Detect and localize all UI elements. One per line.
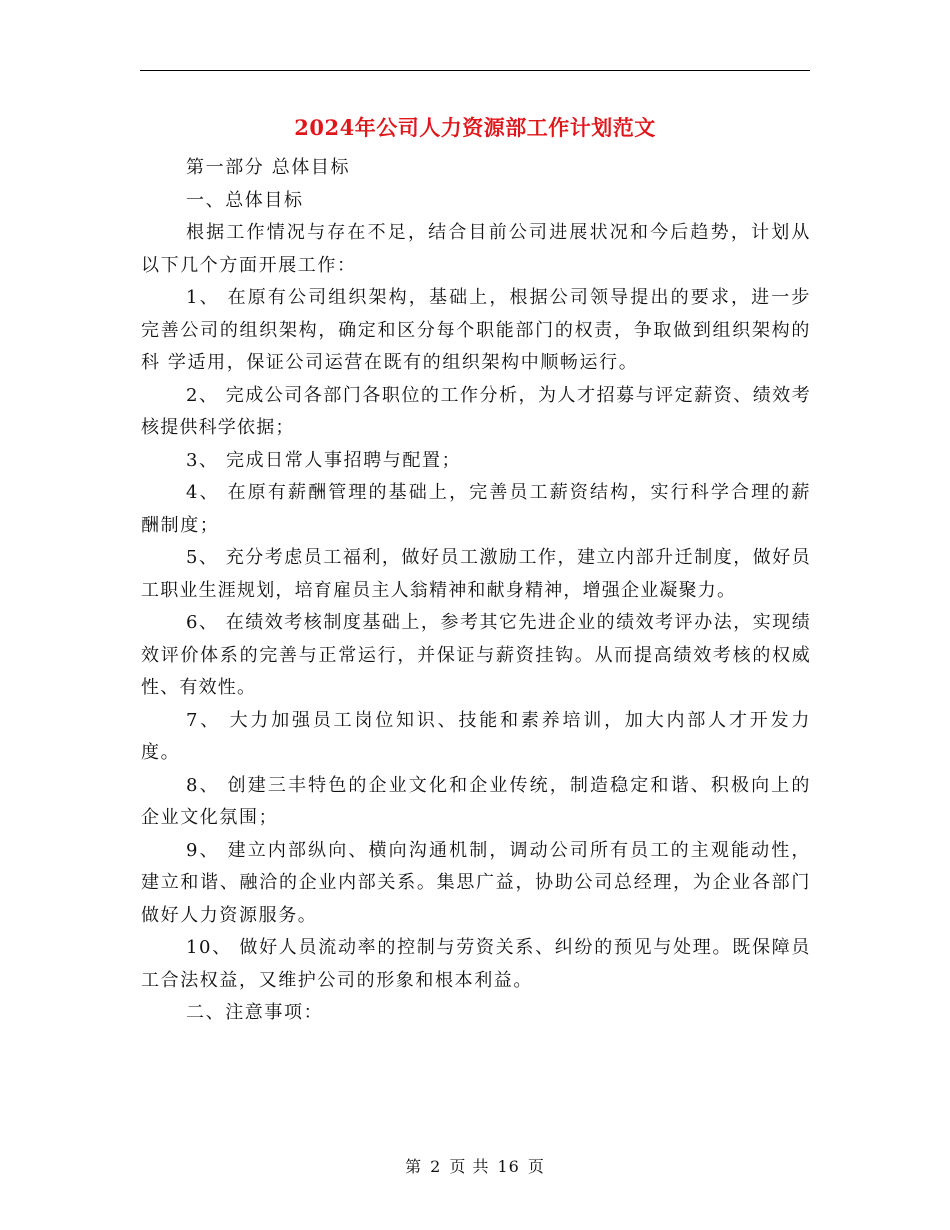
document-body: [141, 152, 811, 1030]
header-rule: [140, 70, 810, 71]
list-item-3: 3、 完成日常人事招聘与配置；: [186, 449, 462, 471]
document-title: 2024年公司人力资源部工作计划范文: [294, 115, 656, 140]
subsection-heading-notes: 二、注意事项：: [186, 1002, 324, 1023]
list-item-10: 10、 做好人员流动率的控制与劳资关系、纠纷的预见与处理。既保障员工合法权益，又维护公司的形象和根本利益。: [141, 937, 811, 991]
list-item-6: 6、 在绩效考核制度基础上，参考其它先进企业的绩效考评办法，实现绩效评价体系的完善与正常运行，并保证与薪资挂钩。从而提高绩效考核的权威性、有效性。: [141, 612, 811, 698]
subsection-heading-overall-goal: 一、总体目标: [186, 189, 304, 211]
section-heading-part-one: 第一部分 总体目标: [186, 157, 351, 178]
page-label-suffix: 页: [527, 1157, 545, 1176]
current-page-number: 2: [430, 1157, 442, 1176]
list-item-2: 2、 完成公司各部门各职位的工作分析，为人才招募与评定薪资、绩效考核提供科学依据；: [141, 384, 811, 438]
list-item-7: 7、 大力加强员工岗位知识、技能和素养培训，加大内部人才开发力度。: [141, 709, 811, 763]
list-item-4: 4、 在原有薪酬管理的基础上，完善员工薪资结构，实行科学合理的薪酬制度；: [141, 482, 811, 536]
page-label-prefix: 第: [405, 1157, 423, 1176]
list-item-1: 1、 在原有公司组织架构，基础上，根据公司领导提出的要求，进一步完善公司的组织架构，确定和区分每个职能部门的权责，争取做到组织架构的科 学适用，保证公司运营在既有的组织架构中顺畅运行。: [141, 287, 811, 373]
page-footer: [0, 1154, 950, 1177]
list-item-9: 9、 建立内部纵向、横向沟通机制，调动公司所有员工的主观能动性，建立和谐、融洽的企业内部关系。集思广益，协助公司总经理，为企业各部门做好人力资源服务。: [141, 839, 811, 926]
list-item-5: 5、 充分考虑员工福利，做好员工激励工作，建立内部升迁制度，做好员工职业生涯规划，培育雇员主人翁精神和献身精神，增强企业凝聚力。: [141, 547, 811, 601]
page-label-mid: 页 共: [449, 1157, 490, 1176]
intro-paragraph: 根据工作情况与存在不足，结合目前公司进展状况和今后趋势，计划从以下几个方面开展工作：: [141, 222, 811, 276]
list-item-8: 8、 创建三丰特色的企业文化和企业传统，制造稳定和谐、积极向上的企业文化氛围；: [141, 774, 811, 828]
total-pages-number: 16: [497, 1157, 520, 1176]
